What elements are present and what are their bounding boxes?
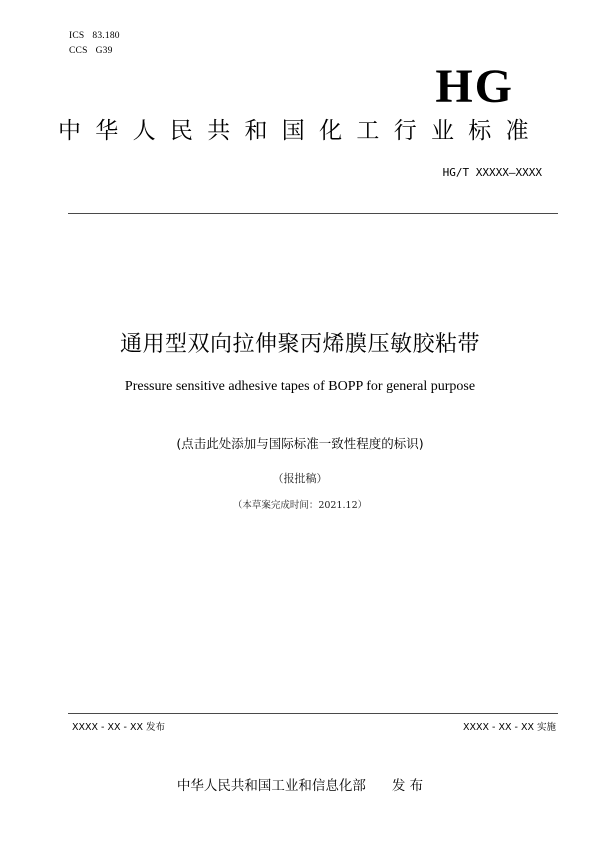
ics-value: 83.180 <box>92 31 120 41</box>
draft-completion-date: （本草案完成时间：2021.12） <box>232 500 368 511</box>
standard-number: HG/T XXXXX—XXXX <box>442 166 542 179</box>
document-title-chinese: 通用型双向拉伸聚丙烯膜压敏胶粘带 <box>119 332 480 357</box>
issuer-action: 发 布 <box>391 778 424 794</box>
ccs-value: G39 <box>95 46 113 56</box>
draft-stage-label: （报批稿） <box>272 472 328 485</box>
ics-label: ICS <box>69 31 85 41</box>
document-title-english: Pressure sensitive adhesive tapes of BOPP for general purpose <box>124 379 476 394</box>
ccs-code <box>69 45 113 57</box>
standard-family-title: 中华人民共和国化工行业标准 <box>58 118 543 144</box>
issuer-name: 中华人民共和国工业和信息化部 <box>176 778 366 794</box>
consistency-note-field[interactable]: (点击此处添加与国际标准一致性程度的标识) <box>176 436 424 451</box>
publish-date: XXXX - XX - XX 发布 <box>72 722 166 733</box>
header-divider <box>68 213 558 214</box>
ccs-label: CCS <box>69 46 88 56</box>
issuer-line <box>0 777 600 795</box>
hg-logo: HG <box>435 60 514 113</box>
ics-code <box>69 30 120 42</box>
implement-date: XXXX - XX - XX 实施 <box>462 722 556 733</box>
footer-divider <box>68 713 558 714</box>
